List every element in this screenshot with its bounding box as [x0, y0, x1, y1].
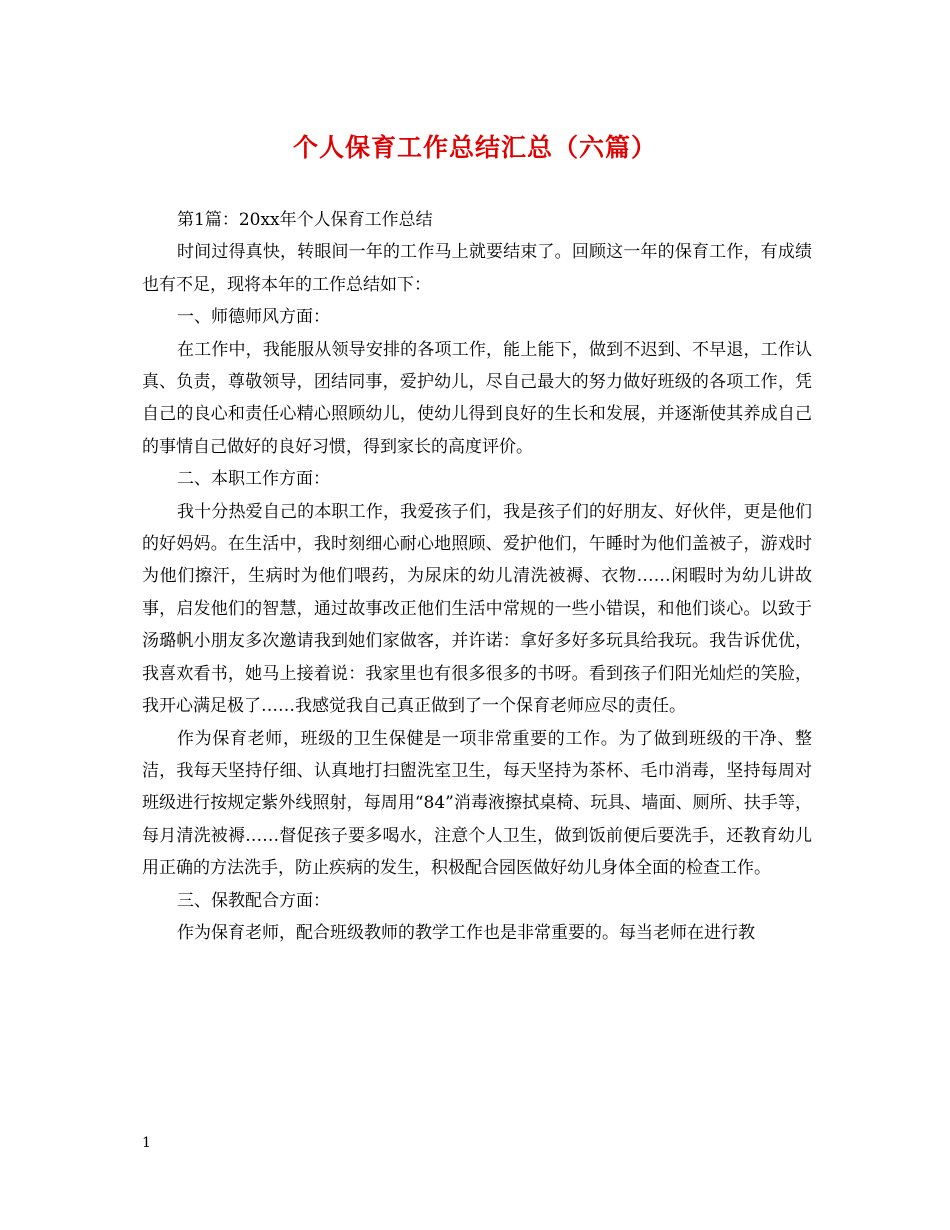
paragraph-hygiene: 作为保育老师，班级的卫生保健是一项非常重要的工作。为了做到班级的干净、整洁，我每天坚持仔细、认真地打扫盥洗室卫生，每天坚持为茶杯、毛巾消毒，坚持每周对班级进行按规定紫外线照射，每周用“84”消毒液擦拭桌椅、玩具、墙面、厕所、扶手等，每月清洗被褥……督促孩子要多喝水，注意个人卫生，做到饭前便后要洗手，还教育幼儿用正确的方法洗手，防止疾病的发生，积极配合园医做好幼儿身体全面的检查工作。: [142, 728, 812, 879]
heading-duties: 二、本职工作方面：: [177, 469, 330, 490]
heading-cooperation: 三、保教配合方面：: [177, 890, 330, 911]
paragraph-ethics: 在工作中，我能服从领导安排的各项工作，能上能下，做到不迟到、不早退，工作认真、负责，尊敬领导，团结同事，爱护幼儿，尽自己最大的努力做好班级的各项工作，凭自己的良心和责任心精心照顾幼儿，使幼儿得到良好的生长和发展，并逐渐使其养成自己的事情自己做好的良好习惯，得到家长的高度评价。: [142, 339, 812, 457]
document-body: [142, 204, 812, 949]
page-number: 1: [142, 1135, 151, 1151]
heading-ethics: 一、师德师风方面：: [177, 307, 330, 328]
paragraph-duties: 我十分热爱自己的本职工作，我爱孩子们，我是孩子们的好朋友、好伙伴，更是他们的好妈妈。在生活中，我时刻细心耐心地照顾、爱护他们，午睡时为他们盖被子，游戏时为他们擦汗，生病时为他们喂药，为尿床的幼儿清洗被褥、衣物……闲暇时为幼儿讲故事，启发他们的智慧，通过故事改正他们生活中常规的一些小错误，和他们谈心。以致于汤璐帆小朋友多次邀请我到她们家做客，并许诺：拿好多好多玩具给我玩。我告诉优优，我喜欢看书，她马上接着说：我家里也有很多很多的书呀。看到孩子们阳光灿烂的笑脸，我开心满足极了……我感觉我自己真正做到了一个保育老师应尽的责任。: [142, 501, 812, 717]
intro-paragraph: 时间过得真快，转眼间一年的工作马上就要结束了。回顾这一年的保育工作，有成绩也有不足，现将本年的工作总结如下：: [142, 242, 812, 295]
section-label: 第1篇：20xx年个人保育工作总结: [177, 210, 433, 230]
paragraph-cooperation: 作为保育老师，配合班级教师的教学工作也是非常重要的。每当老师在进行教: [177, 922, 755, 943]
document-title: 个人保育工作总结汇总（六篇）: [292, 133, 657, 162]
